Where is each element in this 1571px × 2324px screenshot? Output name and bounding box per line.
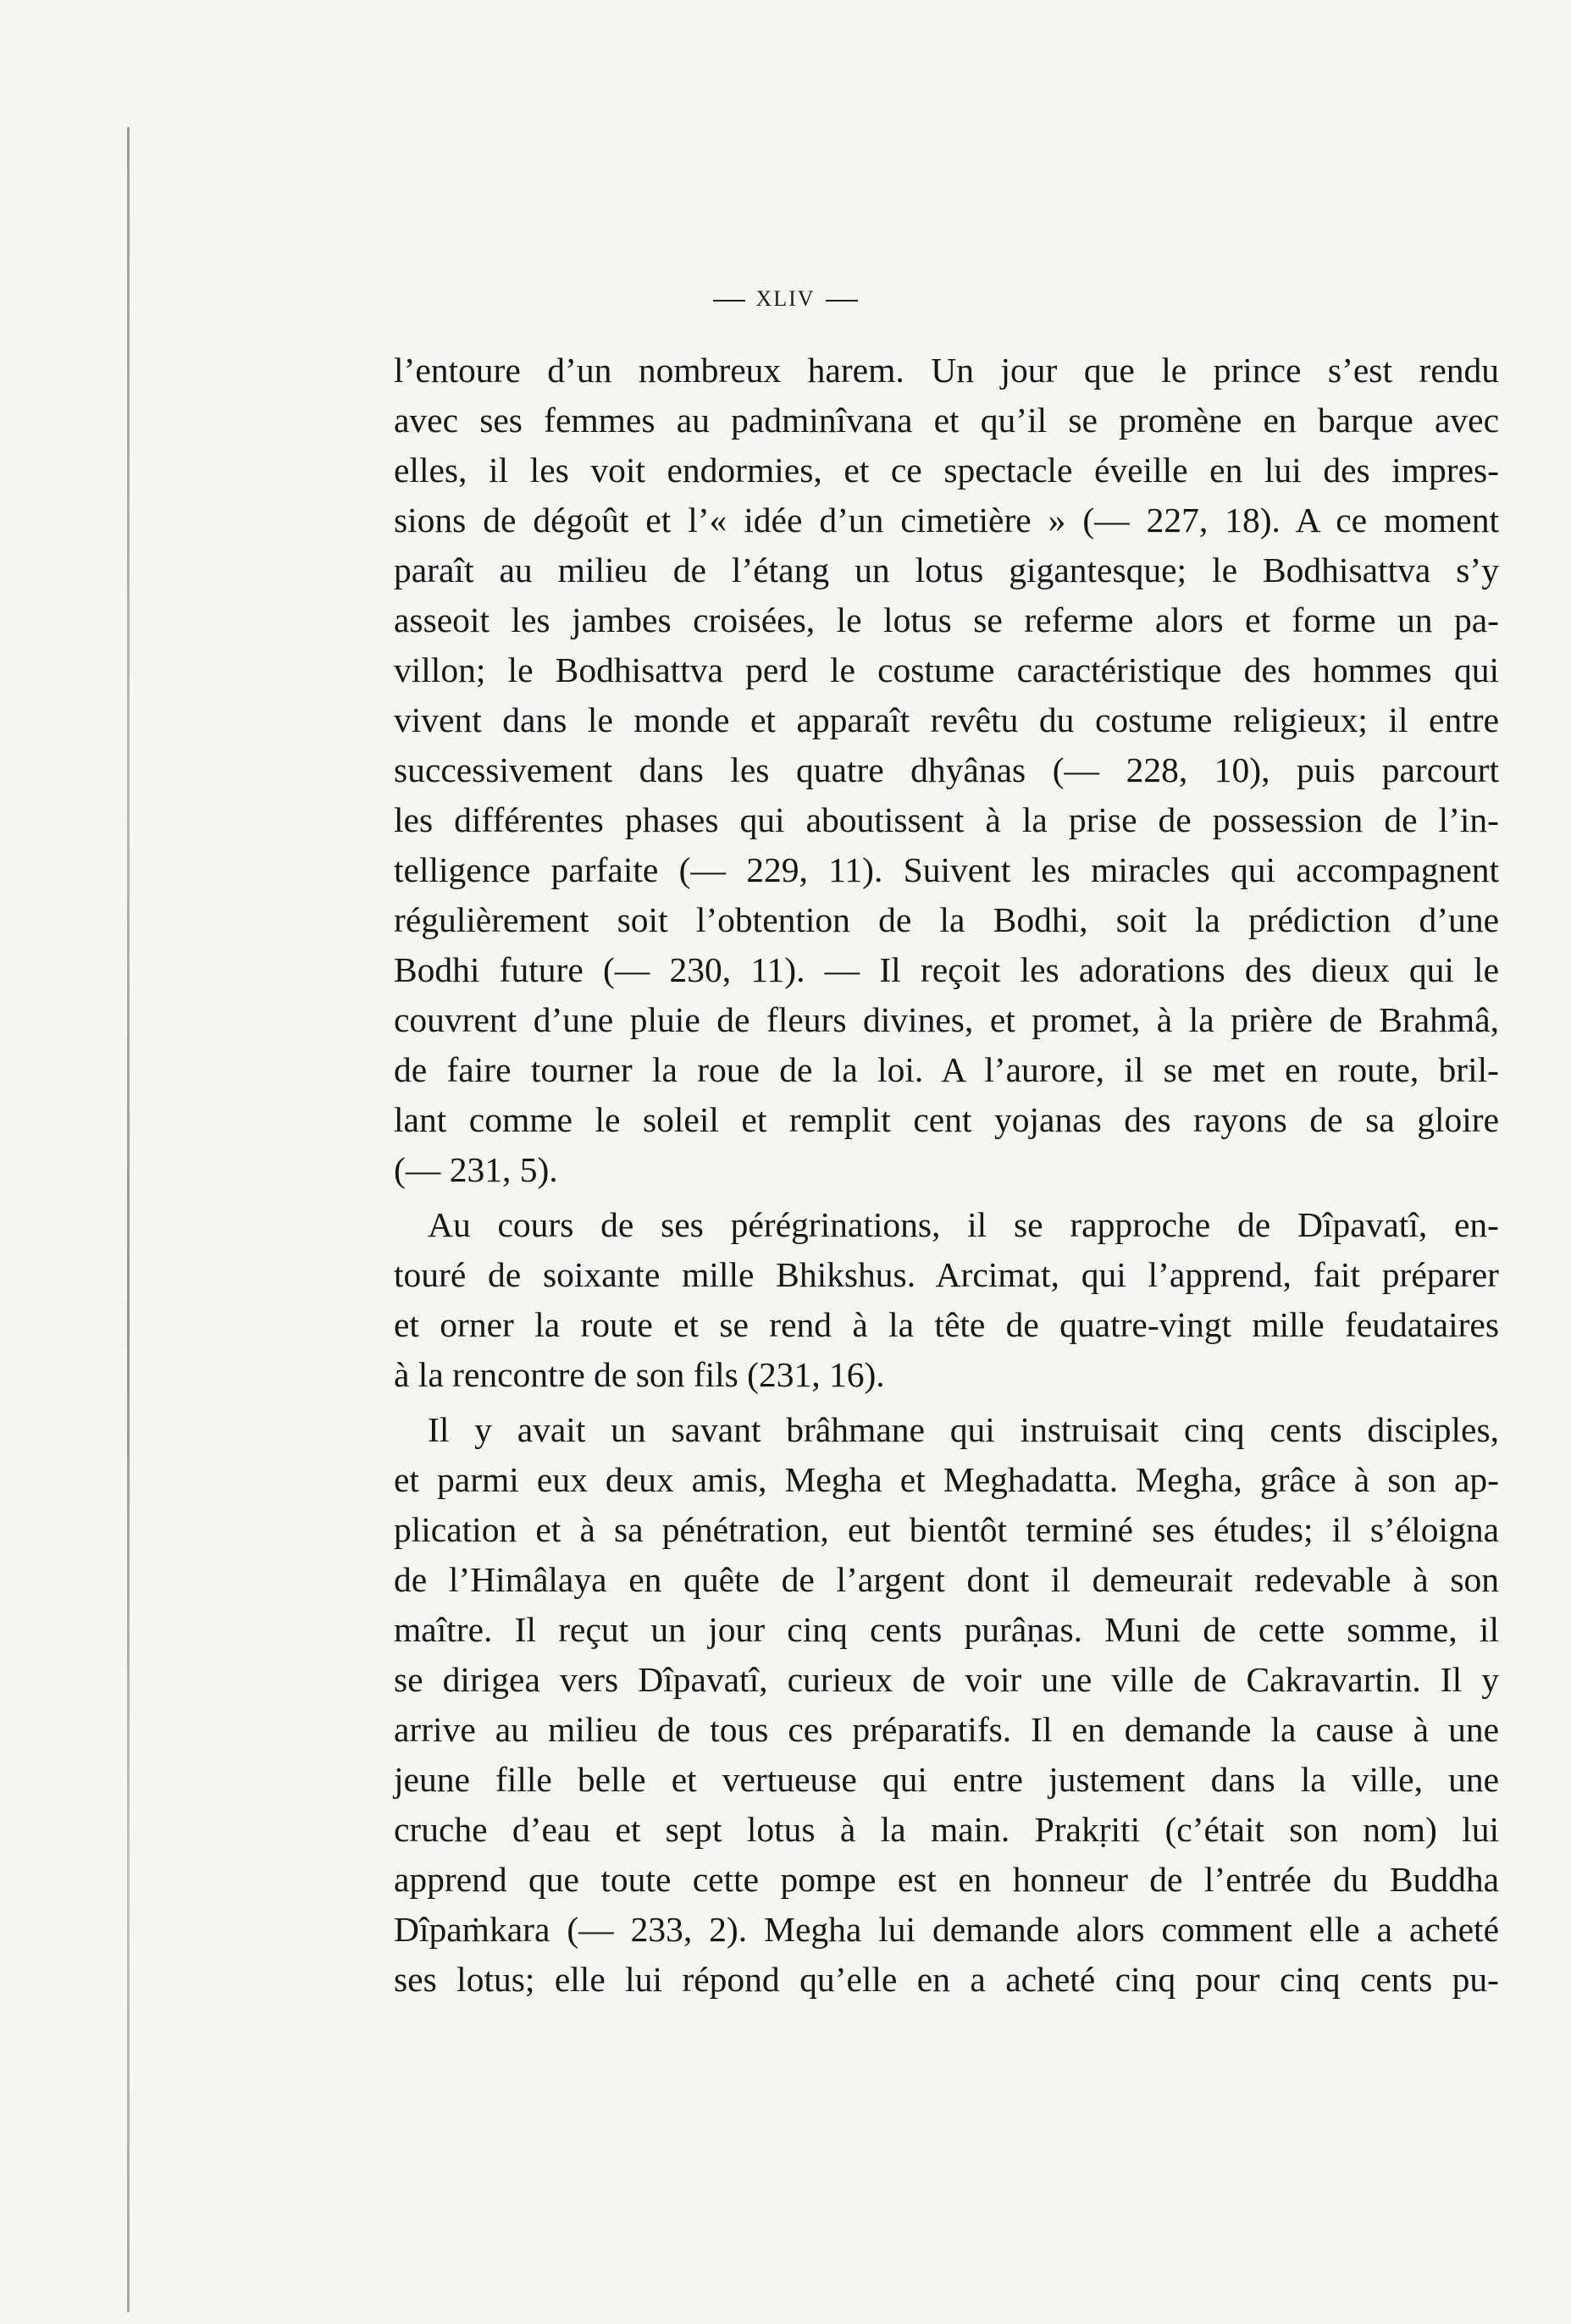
page-number: XLIV (755, 286, 816, 311)
text-line: touré de soixante mille Bhikshus. Arcimat, qui l’apprend, fait préparer (394, 1255, 1499, 1294)
text-line: de l’Himâlaya en quête de l’argent dont il demeurait redevable à son (394, 1560, 1499, 1599)
paragraph (394, 346, 1499, 1195)
text-line: paraît au milieu de l’étang un lotus gigantesque; le Bodhisattva s’y (394, 551, 1499, 589)
text-line: maître. Il reçut un jour cinq cents purâṇas. Muni de cette somme, il (394, 1610, 1499, 1649)
text-line: cruche d’eau et sept lotus à la main. Prakṛiti (c’était son nom) lui (394, 1810, 1499, 1849)
text-line: à la rencontre de son fils (231, 16). (394, 1355, 885, 1394)
text-line: l’entoure d’un nombreux harem. Un jour que le prince s’est rendu (394, 351, 1499, 390)
text-line: lant comme le soleil et remplit cent yojanas des rayons de sa gloire (394, 1100, 1499, 1139)
text-line: (— 231, 5). (394, 1150, 558, 1189)
text-line: sions de dégoût et l’« idée d’un cimetière » (— 227, 18). A ce moment (394, 501, 1499, 540)
page-header (0, 286, 1571, 312)
text-line: Dîpaṁkara (— 233, 2). Megha lui demande alors comment elle a acheté (394, 1910, 1499, 1949)
text-line: telligence parfaite (— 229, 11). Suivent les miracles qui accompagnent (394, 850, 1499, 889)
paragraph (394, 1405, 1499, 2005)
text-line: et parmi eux deux amis, Megha et Meghadatta. Megha, grâce à son ap- (394, 1460, 1499, 1499)
text-line: asseoit les jambes croisées, le lotus se referme alors et forme un pa- (394, 600, 1499, 639)
text-line: apprend que toute cette pompe est en honneur de l’entrée du Buddha (394, 1860, 1499, 1899)
body-text (394, 346, 1499, 2005)
header-dash-right (826, 300, 858, 302)
header-dash-left (713, 300, 745, 302)
text-line: Bodhi future (— 230, 11). — Il reçoit les adorations des dieux qui le (394, 950, 1499, 989)
text-line: et orner la route et se rend à la tête de quatre-vingt mille feudataires (394, 1305, 1499, 1344)
text-line: les différentes phases qui aboutissent à la prise de possession de l’in- (394, 800, 1499, 839)
text-line: plication et à sa pénétration, eut bientôt terminé ses études; il s’éloigna (394, 1510, 1499, 1549)
paragraph (394, 1200, 1499, 1400)
text-line: arrive au milieu de tous ces préparatifs. Il en demande la cause à une (394, 1710, 1499, 1749)
text-line: jeune fille belle et vertueuse qui entre justement dans la ville, une (394, 1760, 1499, 1799)
text-line: régulièrement soit l’obtention de la Bodhi, soit la prédiction d’une (394, 900, 1499, 939)
text-line: villon; le Bodhisattva perd le costume caractéristique des hommes qui (394, 650, 1499, 689)
text-line: Au cours de ses pérégrinations, il se rapproche de Dîpavatî, en- (428, 1205, 1499, 1244)
text-line: de faire tourner la roue de la loi. A l’aurore, il se met en route, bril- (394, 1050, 1499, 1089)
text-line: vivent dans le monde et apparaît revêtu du costume religieux; il entre (394, 700, 1499, 739)
text-line: ses lotus; elle lui répond qu’elle en a acheté cinq pour cinq cents pu- (394, 1960, 1499, 1999)
text-line: successivement dans les quatre dhyânas (— 228, 10), puis parcourt (394, 750, 1499, 789)
page-binding-edge (127, 127, 130, 2312)
text-line: se dirigea vers Dîpavatî, curieux de voir une ville de Cakravartin. Il y (394, 1660, 1499, 1699)
text-line: couvrent d’une pluie de fleurs divines, et promet, à la prière de Brahmâ, (394, 1000, 1499, 1039)
text-line: elles, il les voit endormies, et ce spectacle éveille en lui des impres- (394, 451, 1499, 490)
text-line: Il y avait un savant brâhmane qui instruisait cinq cents disciples, (428, 1410, 1499, 1449)
text-line: avec ses femmes au padminîvana et qu’il se promène en barque avec (394, 401, 1499, 440)
